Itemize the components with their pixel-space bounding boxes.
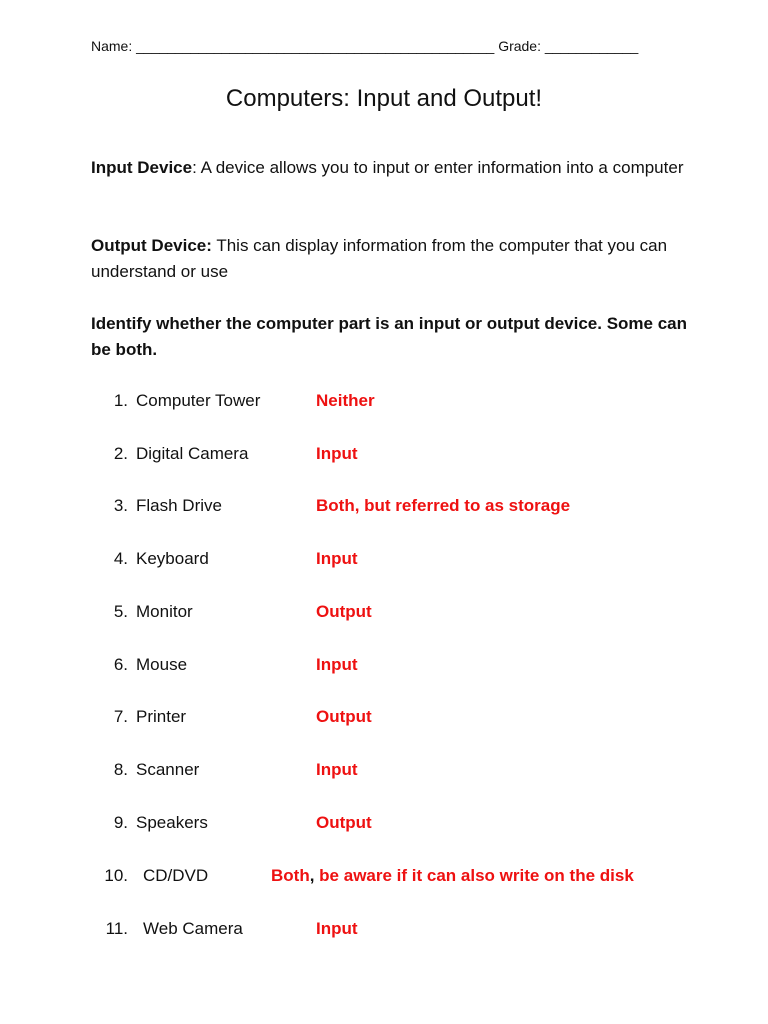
item-number: 9. xyxy=(113,813,128,832)
item-answer: Input xyxy=(316,760,358,779)
item-answer: Input xyxy=(316,549,358,568)
item-name: Web Camera xyxy=(143,919,243,938)
list-item xyxy=(0,813,768,839)
name-label: Name: xyxy=(91,38,133,54)
name-blank[interactable]: ______________________________________________ xyxy=(136,38,495,54)
item-answer: Input xyxy=(316,655,358,674)
name-grade-line xyxy=(91,38,638,54)
item-number: 4. xyxy=(113,549,128,568)
item-number: 7. xyxy=(113,707,128,726)
list-item xyxy=(0,549,768,575)
item-name: Monitor xyxy=(136,602,193,621)
item-answer: Neither xyxy=(316,391,375,410)
list-item xyxy=(0,760,768,786)
item-answer: Both, but referred to as storage xyxy=(316,496,571,515)
list-item xyxy=(0,655,768,681)
list-item xyxy=(0,391,768,417)
item-number: 11. xyxy=(105,919,128,938)
item-name: Speakers xyxy=(136,813,208,832)
item-answer: Input xyxy=(316,919,358,938)
item-name: Mouse xyxy=(136,655,188,674)
item-answer: Output xyxy=(316,602,372,621)
input-device-definition xyxy=(91,155,691,181)
output-device-text: This can display information from the computer that you can understand or use xyxy=(91,236,668,281)
item-number: 10. xyxy=(104,866,128,885)
item-answer: Output xyxy=(316,707,372,726)
item-name: Keyboard xyxy=(136,549,209,568)
list-item xyxy=(0,602,768,628)
item-number: 8. xyxy=(113,760,128,779)
output-device-term: Output Device: xyxy=(91,236,212,255)
item-answer-comma: , xyxy=(309,866,315,885)
list-item xyxy=(0,919,768,945)
item-name: CD/DVD xyxy=(143,866,209,885)
item-name: Computer Tower xyxy=(136,391,261,410)
page-title: Computers: Input and Output! xyxy=(225,85,543,112)
item-name: Scanner xyxy=(136,760,200,779)
instructions: Identify whether the computer part is an input or output device. Some can be both. xyxy=(91,314,688,359)
input-device-term: Input Device xyxy=(91,158,193,177)
item-answer: Output xyxy=(316,813,372,832)
item-name: Printer xyxy=(136,707,187,726)
grade-label: Grade: xyxy=(498,38,541,54)
item-name: Flash Drive xyxy=(136,496,222,515)
item-answer xyxy=(271,866,634,886)
item-name: Digital Camera xyxy=(136,444,249,463)
input-device-text: : A device allows you to input or enter information into a computer xyxy=(192,158,684,177)
item-answer-rest: be aware if it can also write on the disk xyxy=(314,866,634,885)
item-answer-main: Both xyxy=(271,866,310,885)
item-number: 1. xyxy=(113,391,128,410)
list-item xyxy=(0,496,768,522)
output-device-definition xyxy=(91,233,691,285)
item-number: 2. xyxy=(113,444,128,463)
item-number: 3. xyxy=(113,496,128,515)
list-item xyxy=(0,866,768,892)
item-answer: Input xyxy=(316,444,358,463)
grade-blank[interactable]: ____________ xyxy=(544,38,639,54)
list-item xyxy=(0,444,768,470)
item-number: 5. xyxy=(113,602,128,621)
item-number: 6. xyxy=(113,655,128,674)
list-item xyxy=(0,707,768,733)
